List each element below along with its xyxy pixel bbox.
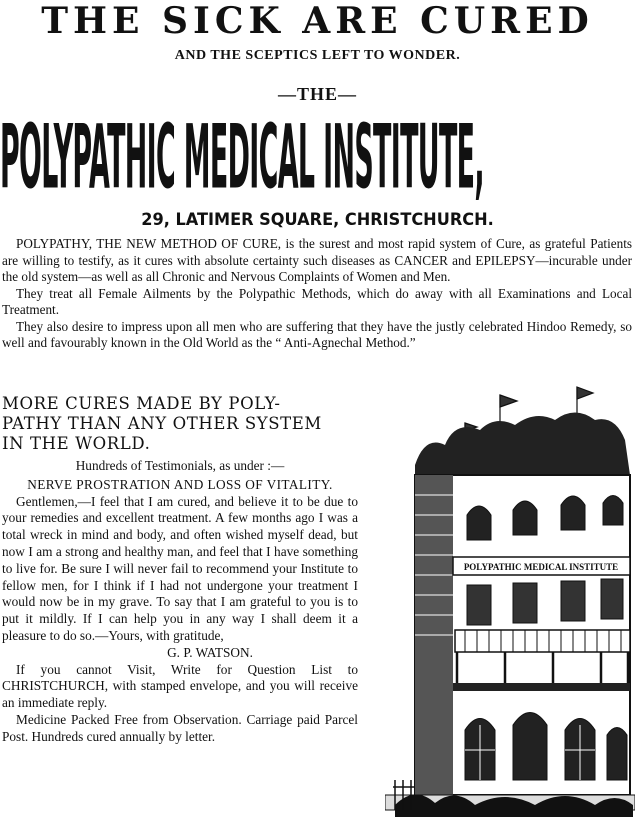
intro-paragraph: They treat all Female Ailments by the Polypathic Methods, which do away with all Examinations and Local Treatment. xyxy=(2,285,632,317)
testimonials-intro: Hundreds of Testimonials, as under :— xyxy=(75,458,285,473)
headline: THE SICK ARE CURED xyxy=(41,0,594,42)
more-cures-line: IN THE WORLD. xyxy=(2,434,151,453)
address: 29, LATIMER SQUARE, CHRISTCHURCH. xyxy=(141,210,494,230)
the-label: —THE— xyxy=(277,84,357,104)
testimonial-column xyxy=(2,458,358,746)
intro-paragraph: They also desire to impress upon all men who are suffering that they have the justly celebrated Hindoo Remedy, so well and favourably known in the Old World as the “ Anti-Agnechal Method.” xyxy=(2,318,632,350)
more-cures-heading xyxy=(2,394,362,454)
institute-name: POLYPATHIC MEDICAL INSTITUTE, xyxy=(0,105,484,209)
testimonial-title: NERVE PROSTRATION AND LOSS OF VITALITY. xyxy=(27,476,333,492)
visit-text: If you cannot Visit, Write for Question List to CHRISTCHURCH, with stamped envelope, and you will receive an immediate reply. xyxy=(2,661,358,711)
subheadline: AND THE SCEPTICS LEFT TO WONDER. xyxy=(174,48,461,63)
more-cures-line: MORE CURES MADE BY POLY- xyxy=(2,394,281,413)
institute-building-illustration xyxy=(385,385,635,830)
testimonial-body: Gentlemen,—I feel that I am cured, and believe it to be due to your remedies and excellent treatment. A few months ago I was a total wreck in mind and body, and often wished myself dead, but now I am a strong and healthy man, and feel that I have something to live for. Be sure I will never fail to recommend your Institute to fellow men, for I think if I had not undergone your treatment I would now be in my grave. To say that I am grateful to you is to put it mildly. If I can help you in any way I shall deem it a pleasure to do so.—Yours, with gratitude, xyxy=(2,493,358,643)
signature: G. P. WATSON. xyxy=(167,644,253,660)
medicine-text: Medicine Packed Free from Observation. Carriage paid Parcel Post. Hundreds cured annually by letter. xyxy=(2,711,358,744)
building-sign-text: POLYPATHIC MEDICAL INSTITUTE xyxy=(463,562,619,572)
intro-paragraph: POLYPATHY, THE NEW METHOD OF CURE, is the surest and most rapid system of Cure, as grateful Patients are willing to testify, as it cures with absolute certainty such diseases as CANCER and EPILEPSY—incurable under the old system—as well as all Chronic and Nervous Complaints of Women and Men. xyxy=(2,236,632,284)
more-cures-line: PATHY THAN ANY OTHER SYSTEM xyxy=(2,414,322,433)
intro-section xyxy=(2,236,632,352)
